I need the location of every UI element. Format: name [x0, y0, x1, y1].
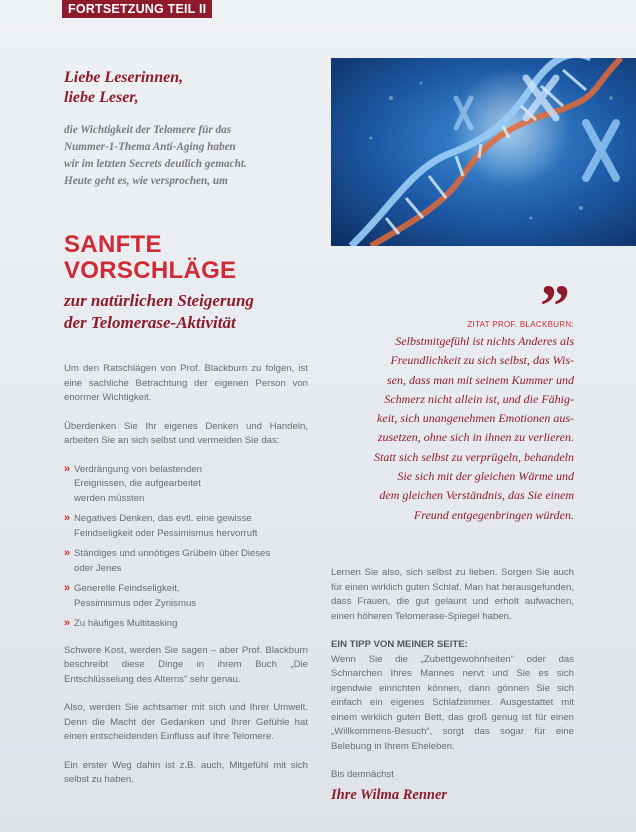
greeting-line: Liebe Leserinnen,	[64, 69, 184, 86]
quote-line: keit, sich unangenehmen Emotionen aus-	[377, 411, 574, 426]
dna-helix-image	[331, 58, 636, 246]
list-item-line: Feindseligkeit oder Pessimismus hervorruft	[74, 527, 258, 539]
quote-line: dem gleichen Verständnis, das Sie einem	[379, 488, 574, 503]
list-item	[64, 547, 308, 576]
greeting-line: liebe Leser,	[64, 89, 139, 106]
bullet-icon: »	[64, 462, 71, 475]
intro-line: Nummer-1-Thema Anti-Aging haben	[64, 141, 236, 153]
list-item-line: Ständiges und unnötiges Grübeln über Dieses	[74, 548, 271, 559]
bullet-icon: »	[64, 512, 71, 524]
greeting	[64, 68, 314, 108]
bullet-icon: »	[64, 582, 71, 594]
section-tag: FORTSETZUNG TEIL II	[62, 0, 212, 18]
subheadline-line: zur natürlichen Steigerung	[64, 291, 254, 310]
paragraph: Um den Ratschlägen von Prof. Blackburn zu folgen, ist eine sachliche Betrachtung der eigenen Person von enormer Wichtigkeit.	[64, 363, 308, 403]
dna-helix-icon	[331, 58, 636, 246]
paragraph: Ein erster Weg dahin ist z.B. auch, Mitgefühl mit sich selbst zu haben.	[64, 759, 308, 785]
list-item-line: Verdrängung von belastenden	[74, 463, 203, 475]
intro-line: die Wichtigkeit der Telomere für das	[64, 124, 232, 136]
quote-line: Statt sich selbst zu verprügeln, behandeln	[374, 449, 574, 464]
bullet-icon: »	[64, 547, 71, 559]
headline-line: VORSCHLÄGE	[64, 257, 237, 284]
headline	[64, 232, 344, 284]
tip-heading: EIN TIPP VON MEINER SEITE:	[331, 639, 468, 650]
quote-line: Selbstmitgefühl ist nichts Anderes als	[395, 334, 574, 348]
quote-line: Freund entgegenbringen würden.	[413, 507, 574, 522]
quote-line: Freundlichkeit zu sich selbst, das Wis-	[390, 353, 574, 368]
list-item	[64, 582, 308, 611]
quote-icon: ”	[540, 273, 570, 339]
list-item	[64, 617, 308, 632]
quote-line: zusetzen, ohne sich in ihnen zu verlieren.	[377, 430, 574, 445]
left-column	[64, 362, 308, 802]
list-item-line: oder Jenes	[74, 562, 122, 574]
avoid-list	[64, 463, 308, 632]
intro-line: Heute geht es, wie versprochen, um	[64, 175, 228, 187]
paragraph: Schwere Kost, werden Sie sagen – aber Prof. Blackburn beschreibt diese Dinge in ihrem Buch „Die Entschlüsselung des Alterns“ sehr genau.	[64, 644, 308, 685]
paragraph: Lernen Sie also, sich selbst zu lieben. Sorgen Sie auch für einen wirklich guten Schlaf. Man hat herausgefunden, dass Frauen, die gut gelaunt und erholt aufwachen, einen höheren Telomerase-Spiegel haben.	[331, 567, 574, 622]
quote-line: sen, dass man mit seinem Kummer und	[387, 372, 574, 387]
list-item	[64, 512, 308, 541]
list-item-line: werden müssten	[74, 492, 145, 504]
subheadline	[64, 290, 334, 334]
quote-source: ZITAT PROF. BLACKBURN:	[467, 320, 574, 329]
paragraph: Überdenken Sie Ihr eigenes Denken und Handeln, arbeiten Sie an sich selbst und vermeiden Sie das:	[64, 420, 308, 446]
quote-text	[340, 332, 574, 525]
quote-line: Schmerz nicht allein ist, und die Fähig-	[384, 391, 574, 406]
subheadline-line: der Telomerase-Aktivität	[64, 313, 236, 332]
intro-line: wir im letzten Secrets deutlich gemacht.	[64, 158, 247, 170]
list-item-line: Ereignissen, die aufgearbeitet	[74, 478, 201, 489]
right-column	[331, 566, 574, 805]
list-item	[64, 463, 308, 507]
signature: Ihre Wilma Renner	[331, 786, 448, 803]
intro-text	[64, 122, 314, 190]
list-item-line: Negatives Denken, das evtl. eine gewisse	[74, 513, 252, 524]
bullet-icon: »	[64, 617, 71, 629]
quote-line: Sie sich mit der gleichen Wärme und	[397, 469, 574, 484]
paragraph: Also, werden Sie achtsamer mit sich und Ihrer Umwelt. Denn die Macht der Gedanken und Ihrer Gefühle hat einen entscheidenden Einfluss auf Ihre Telomere.	[64, 702, 308, 742]
headline-line: SANFTE	[64, 231, 162, 258]
tip-paragraph	[331, 638, 574, 754]
closing: Bis demnächst	[331, 769, 394, 780]
list-item-line: Zu häufiges Multitasking	[74, 618, 178, 629]
list-item-line: Generelle Feindseligkeit,	[74, 583, 180, 594]
tip-text: Wenn Sie die „Zubettgewohnheiten“ oder das Schnarchen Ihres Mannes nervt und Sie es sich irgendwie einrichten können, dann gönnen Sie sich einfach ein eigenes Schlafzimmer. Ausgestattet mit einem wirklich guten Bett, das groß genug ist für einen „Willkommens-Besuch“, sorgt das sogar für eine Belebung in Ihrem Eheleben.	[331, 653, 574, 752]
list-item-line: Pessimismus oder Zynismus	[74, 597, 197, 609]
